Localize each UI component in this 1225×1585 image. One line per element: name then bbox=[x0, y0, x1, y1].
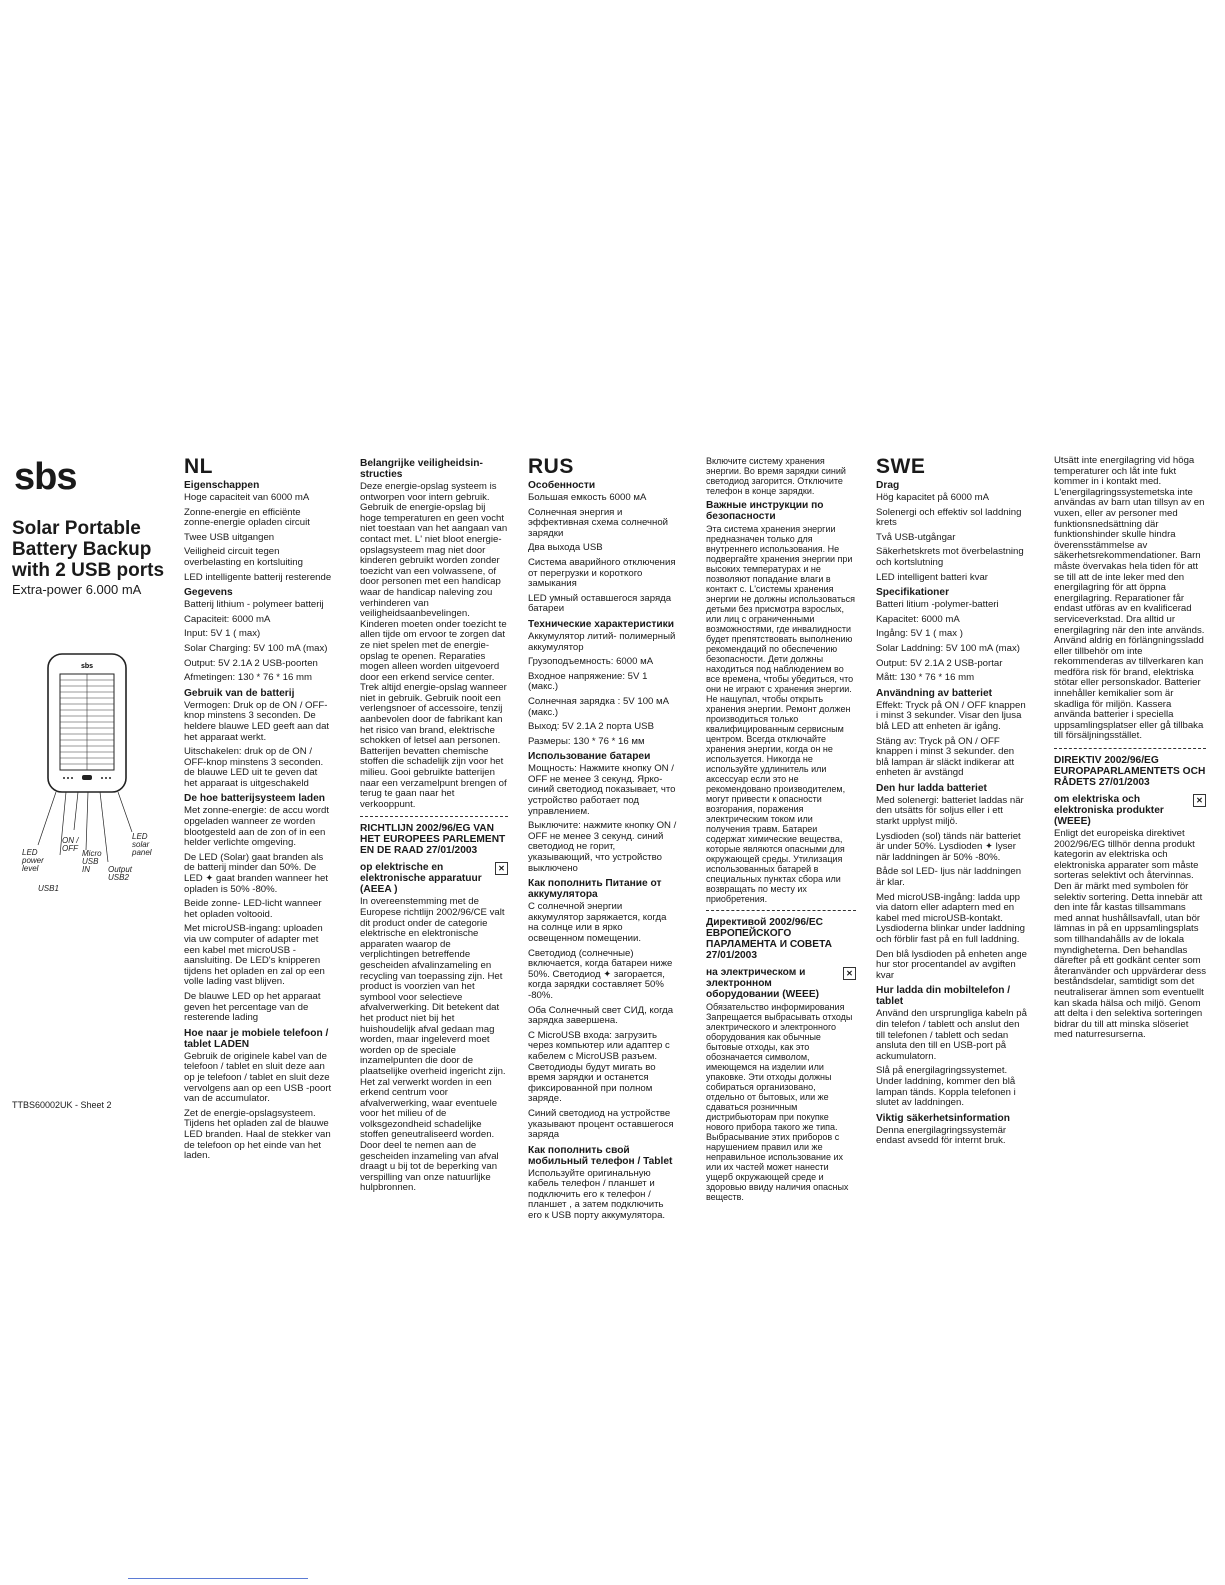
lang-heading: SWE bbox=[876, 455, 926, 478]
paragraph: Stäng av: Tryck på ON / OFF knappen i minst 3 sekunder. den blå lampan är släckt indikerar att enheten är avstängd bbox=[876, 735, 1015, 779]
paragraph: Beide zonne- LED-licht wanneer het opladen voltooid. bbox=[184, 898, 322, 920]
paragraph: Utsätt inte energilagring vid höga temperaturer och låt inte fukt kommer in i kontakt med. L'energilagringssystemetska inte användas av barn utan tillsyn av en vuxen, eller av personer med funktionsnedsättning där funktionshinder skulle hindra överensstämmelse av säkerhetsrekommendationer. Barn måste övervakas hela tiden för att se till att de inte leker med den energilagring för att öppna energilagring. Reparationer får endast utföras av en kvalificerad serviceverkstad. Dra alltid ur energilagring när den inte används. Använd aldrig en förlängningssladd eller tillbehör om inte rekommenderas av tillverkaren kan medföra risk för brand, elektriska stötar eller personskador. Batterier innehåller kemikalier som är skadliga för miljön. Kassera använda batterier i speciella uppsamlingsplatser eller gå tillbaka till försäljningsstället. bbox=[1054, 455, 1205, 742]
weee-heading: ✕ на электрическом и электронном оборудовании (WEEE) bbox=[706, 967, 856, 1000]
feature: Два выхода USB bbox=[528, 542, 603, 554]
device-logo: sbs bbox=[80, 663, 94, 670]
feature: Två USB-utgångar bbox=[876, 531, 956, 543]
spec: Грузоподъемность: 6000 мА bbox=[528, 656, 654, 668]
feature: Hoge capaciteit van 6000 mA bbox=[184, 492, 310, 503]
divider bbox=[360, 816, 508, 817]
paragraph: Met zonne-energie: de accu wordt opgeladen wanneer ze worden blootgesteld aan de zon of in een helder verlichte omgeving. bbox=[184, 805, 330, 849]
column-nl bbox=[184, 456, 332, 1166]
paragraph: De LED (Solar) gaat branden als de batterij minder dan 50%. De LED ✦ gaat branden wanneer het opladen is 50% -80%. bbox=[184, 851, 329, 895]
paragraph: Använd den ursprungliga kabeln på din telefon / tablett och anslut den till telefonen / tablett och sedan ansluta den till en USB-port på ackumulatorn. bbox=[876, 1008, 1027, 1062]
section-heading: Den hur ladda batteriet bbox=[876, 782, 987, 794]
title-line: Battery Backup bbox=[12, 539, 152, 560]
column-rus bbox=[528, 456, 678, 1226]
paragraph: Denna energilagringssystemär endast avsedd för internt bruk. bbox=[876, 1124, 1007, 1147]
paragraph: Den blå lysdioden på enheten ange hur stor procentandel av avgiften kvar bbox=[876, 948, 1027, 981]
section-heading: Технические характеристики bbox=[528, 618, 675, 630]
paragraph: Эта система хранения энергии предназначен только для внутреннего использования. Не подвергайте хранения энергии при высоких температурах и не позволяют попадание влаги в контакт с. L'системы хранения энергии не должны использоваться детьми без присмотра взрослых, или лиц с ограниченными возможностями, где инвалидности будет препятствовать выполнению рекомендаций по обеспечению безопасности. Дети должны находиться под наблюдением во все времена, чтобы убедиться, что они не играют с хранения энергии. Не нащупал, чтобы открыть хранения энергии. Ремонт должен производиться только квалифицированным сервисным центром. Всегда отключайте хранения энергии, когда он не используется. Никогда не используйте удлинитель или аксессуар если это не рекомендовано производителем, могут привести к опасности возгорания, поражения электрическим током или получения травм. Батареи содержат химические вещества, которые являются опасными для окружающей среды. Утилизация использованных батарей в специальных пунктах сбора или возвращать по месту их приобретения. bbox=[706, 524, 856, 904]
section-heading: Drag bbox=[876, 480, 900, 491]
directive-heading: RICHTLIJN 2002/96/EG VAN HET EUROPEES PARLEMENT EN DE RAAD 27/01/2003 bbox=[360, 823, 506, 857]
spec: Размеры: 130 * 76 * 16 мм bbox=[528, 735, 645, 747]
paragraph: Met microUSB-ingang: uploaden via uw computer of adapter met een kabel met microUSB -aansluiting. De LED's knipperen tijdens het opladen en zal op een volle lading vast blijven. bbox=[184, 923, 325, 988]
crossed-bin-icon: ✕ bbox=[843, 967, 856, 980]
paragraph: In overeenstemming met de Europese richtlijn 2002/96/CE valt dit product onder de categorie elektrische en elektronische apparaten waarop de verplichtingen betreffende gescheiden afvalinzameling en recycling van toepassing zijn. Het product is voorzien van het symbool voor selectieve afvalverwerking. Dit betekent dat het product niet bij het huishoudelijk afval gedaan mag worden, maar ingeleverd moet worden op de speciale inzamelpunten die door de plaatselijke overheid ingericht zijn. Het zal verwerkt worden in een erkend centrum voor afvalverwerking, waar eventuele voor het milieu of de volksgezondheid schadelijke stoffen geneutraliseerd worden. Door deel te nemen aan de gescheiden inzameling van afval draagt u bij tot de beperking van verspilling van onze natuurlijke hulpbronnen. bbox=[360, 896, 506, 1194]
product-subtitle: Extra-power 6.000 mA bbox=[12, 582, 142, 597]
feature: Большая емкость 6000 мА bbox=[528, 492, 647, 503]
section-heading: Как пополнить Питание от аккумулятора bbox=[528, 878, 662, 901]
spec: Capaciteit: 6000 mA bbox=[184, 613, 271, 625]
section-heading: Gegevens bbox=[184, 587, 233, 599]
spec: Batterij lithium - polymeer batterij bbox=[184, 599, 324, 611]
section-heading: Важные инструкции по безопасности bbox=[706, 500, 824, 522]
feature: Säkerhetskrets mot överbelastning och kortslutning bbox=[876, 546, 1024, 568]
feature: LED умный оставшегося заряда батареи bbox=[528, 592, 672, 615]
section-heading: Viktig säkerhetsinformation bbox=[876, 1112, 1010, 1124]
crossed-bin-icon: ✕ bbox=[1193, 794, 1206, 807]
paragraph: Deze energie-opslag systeem is ontworpen voor intern gebruik. Gebruik de energie-opslag bij hoge temperaturen en geen vocht niet toestaan van het aangaan van contact met. L' niet bloot energie-opslagsysteem mag niet door kinderen gebruikt worden zonder toezicht van een volwassene, of door personen met een handicap waar de handicap naleving zou verhinderen van veiligheidsaanbevelingen. Kinderen moeten onder toezicht te allen tijde om ervoor te zorgen dat ze niet spelen met de energie-opslag te openen. Reparaties mogen alleen worden uitgevoerd door een erkend service center. Trek altijd energie-opslag wanneer niet in gebruik. Gebruik nooit een verlengsnoer of accessoire, tenzij aanbevolen door de fabrikant kan het risico van brand, elektrische schokken of letsel aan personen. Batterijen bevatten chemische stoffen die schadelijk zijn voor het milieu. Gooi gebruikte batterijen naar een verzamelpunt brengen of terug te gaan naar het verkooppunt. bbox=[360, 481, 508, 810]
paragraph: Обязательство информирования Запрещается выбрасывать отходы электрического и электронного оборудования как обычные бытовые отходы, как это обозначается символом, имеющемся на изделии или упаковке. Эти отходы должны собираться организовано, отдельно от бытовых, или же сдаваться розничным дистрибьюторам при покупке нового прибора такого же типа. Выбрасывание этих приборов с нарушением правил или же неправильное использование их или их частей может нанести ущерб окружающей среде и здоровью ввиду наличия опасных веществ. bbox=[706, 1002, 853, 1202]
paragraph: Мощность: Нажмите кнопку ON / OFF не менее 3 секунд. Ярко-синий светодиод показывает, что устройство работает под управлением. bbox=[528, 763, 676, 817]
section-heading: Особенности bbox=[528, 480, 596, 491]
section-heading: Как пополнить свой мобильный телефон / Tablet bbox=[528, 1144, 673, 1167]
column-swe-2 bbox=[1054, 456, 1206, 1045]
bottom-rule bbox=[128, 1578, 308, 1579]
feature: Система аварийного отключения от перегрузки и короткого замыкания bbox=[528, 556, 676, 590]
spec: Afmetingen: 130 * 76 * 16 mm bbox=[184, 672, 312, 684]
column-rus-2 bbox=[706, 456, 856, 1206]
lang-heading: NL bbox=[184, 455, 213, 478]
paragraph: Светодиод (солнечные) включается, когда батареи ниже 50%. Светодиод ✦ загорается, когда зарядки составляет 50% -80%. bbox=[528, 947, 673, 1001]
column-nl-2 bbox=[360, 456, 508, 1198]
feature: Veiligheid circuit tegen overbelasting en kortsluiting bbox=[184, 546, 303, 568]
label-output: Output USB2 bbox=[108, 865, 133, 882]
lang-heading: RUS bbox=[528, 455, 574, 478]
paragraph: Используйте оригинальную кабель телефон / планшет и подключить его к телефон / планшет , а затем подключить его к USB порту аккумулятора. bbox=[528, 1167, 666, 1222]
label-micro-usb: Micro USB IN bbox=[82, 849, 102, 874]
spec: Аккумулятор литий- полимерный аккумулятор bbox=[528, 630, 676, 653]
section-heading: De hoe batterijsysteem laden bbox=[184, 793, 325, 805]
paragraph: Включите систему хранения энергии. Во время зарядки синий светодиод загорится. Отключите телефон в конце зарядки. bbox=[706, 456, 846, 496]
paragraph: Uitschakelen: druk op de ON / OFF-knop minstens 3 seconden. de blauwe LED uit te geven dat het apparaat is uitgeschakeld bbox=[184, 746, 324, 789]
label-usb1: USB1 bbox=[38, 884, 59, 893]
spec: Солнечная зарядка : 5V 100 мА (макс.) bbox=[528, 695, 670, 718]
feature: LED intelligent batteri kvar bbox=[876, 571, 988, 583]
section-heading: Eigenschappen bbox=[184, 480, 260, 491]
device-diagram bbox=[20, 650, 170, 900]
product-title bbox=[12, 518, 164, 581]
section-heading: Användning av batteriet bbox=[876, 687, 993, 699]
section-heading: Hur ladda din mobiltelefon / tablet bbox=[876, 985, 1011, 1008]
section-heading: Belangrijke veiligheidsin- structies bbox=[360, 458, 483, 480]
label-led-solar: LED solar panel bbox=[132, 832, 152, 857]
paragraph: Синий светодиод на устройстве указывают процент оставшегося заряда bbox=[528, 1107, 674, 1141]
title-line: Solar Portable bbox=[12, 518, 141, 539]
label-led-power: LED power level bbox=[22, 848, 44, 873]
directive-heading: Директивой 2002/96/ЕС ЕВРОПЕЙСКОГО ПАРЛАМЕНТА И СОВЕТА 27/01/2003 bbox=[706, 917, 833, 961]
section-heading: Использование батареи bbox=[528, 751, 651, 763]
directive-heading: DIREKTIV 2002/96/EG EUROPAPARLAMENTETS OCH RÅDETS 27/01/2003 bbox=[1054, 755, 1206, 789]
title-line: with 2 USB ports bbox=[12, 560, 165, 581]
spec: Output: 5V 2.1A 2 USB-portar bbox=[876, 657, 1003, 669]
on-off-button bbox=[82, 775, 92, 780]
weee-heading: ✕ om elektriska och elektroniska produkter (WEEE) bbox=[1054, 794, 1206, 827]
spec: Solar Charging: 5V 100 mA (max) bbox=[184, 642, 328, 654]
spec: Solar Laddning: 5V 100 mA (max) bbox=[876, 642, 1020, 654]
paragraph: Lysdioden (sol) tänds när batteriet är under 50%. Lysdioden ✦ lyser när laddningen är 50% -80%. bbox=[876, 830, 1021, 863]
paragraph: С MicroUSB входа: загрузить через компьютер или адаптер с кабелем с MicroUSB разъем. Светодиоды будут мигать во время зарядки и останется фиксированной при полном заряде. bbox=[528, 1029, 670, 1105]
spec: Ingång: 5V 1 ( max ) bbox=[876, 628, 963, 640]
paragraph: De blauwe LED op het apparaat geven het percentage van de resterende lading bbox=[184, 990, 321, 1024]
spec: Входное напряжение: 5V 1 (макс.) bbox=[528, 670, 648, 693]
paragraph: С солнечной энергии аккумулятор заряжается, когда на солнце или в ярко освещенном помещении. bbox=[528, 901, 667, 944]
feature: LED intelligente batterij resterende bbox=[184, 571, 332, 583]
paragraph: Выключите: нажмите кнопку ON / OFF не менее 3 секунд. синий светодиод не горит, указывающий, что устройство выключено bbox=[528, 820, 677, 874]
spec: Mått: 130 * 76 * 16 mm bbox=[876, 672, 975, 684]
feature: Hög kapacitet på 6000 mA bbox=[876, 492, 990, 503]
paragraph: Effekt: Tryck på ON / OFF knappen i minst 3 sekunder. Visar den ljusa blå LED att enheten är igång. bbox=[876, 699, 1026, 732]
crossed-bin-icon: ✕ bbox=[495, 862, 508, 875]
label-on-off: ON / OFF bbox=[62, 836, 79, 853]
section-heading: Gebruik van de batterij bbox=[184, 687, 295, 699]
column-swe bbox=[876, 456, 1028, 1151]
feature: Twee USB uitgangen bbox=[184, 531, 275, 543]
spec: Kapacitet: 6000 mA bbox=[876, 613, 960, 625]
divider bbox=[1054, 748, 1206, 749]
paragraph: Med microUSB-ingång: ladda upp via datorn eller adaptern med en kabel med microUSB-kontakt. Lysdioderna blinkar under laddning och förblir fast på en full laddning. bbox=[876, 891, 1025, 945]
paragraph: Enligt det europeiska direktivet 2002/96/EG tillhör denna produkt kategorin av elektriska och elektroniska apparater som måste sorteras selektivt och återvinnas. Den är märkt med symbolen för selektiv sortering. Detta innebär att den inte får kastas tillsammans med annat hushållsavfall, utan bör lämnas in på en uppsamlingsplats som tillhandahålls av de lokala myndigheterna. Den behandlas därefter på ett godkänt center som återanvänder och uppvärderar dess beståndsdelar, samtidigt som det neutraliserar ämnen som eventuellt kan skada hälsa och miljö. Genom att delta i den selektiva sorteringen bidrar du till att minska slöseriet med naturresurserna. bbox=[1054, 828, 1206, 1041]
paragraph: Оба Солнечный свет СИД, когда зарядка завершена. bbox=[528, 1004, 674, 1027]
feature: Zonne-energie en efficiënte zonne-energie opladen circuit bbox=[184, 506, 310, 529]
section-heading: Hoe naar je mobiele telefoon / tablet LADEN bbox=[184, 1027, 329, 1050]
paragraph: Zet de energie-opslagsysteem. Tijdens het opladen zal de blauwe LED branden. Haal de stekker van de telefoon op het einde van het laden. bbox=[184, 1107, 331, 1162]
paragraph: Med solenergi: batteriet laddas när den utsätts för soljus eller i ett starkt upplyst miljö. bbox=[876, 794, 1024, 828]
spec: Output: 5V 2.1A 2 USB-poorten bbox=[184, 657, 318, 669]
divider bbox=[706, 910, 856, 911]
paragraph: Vermogen: Druk op de ON / OFF-knop minstens 3 seconden. De heldere blauwe LED geeft aan dat het apparaat werkt. bbox=[184, 699, 330, 743]
spec: Выход: 5V 2.1A 2 порта USB bbox=[528, 721, 654, 733]
brand-logo: sbs bbox=[14, 456, 77, 498]
paragraph: Slå på energilagringssystemet. Under laddning, kommer den blå lampan tänds. Koppla telefonen i slutet av laddningen. bbox=[876, 1065, 1016, 1109]
feature: Solenergi och effektiv sol laddning krets bbox=[876, 506, 1022, 529]
spec: Input: 5V 1 ( max) bbox=[184, 628, 261, 640]
paragraph: Både sol LED- ljus när laddningen är klar. bbox=[876, 866, 1022, 889]
paragraph: Gebruik de originele kabel van de telefoon / tablet en sluit deze aan op je telefoon / tablet en sluit deze vervolgens aan op een USB -poort van de accumulator. bbox=[184, 1050, 332, 1105]
section-heading: Specifikationer bbox=[876, 587, 950, 599]
weee-heading: ✕ op elektrische en elektronische apparatuur (AEEA ) bbox=[360, 862, 508, 895]
feature: Солнечная энергия и эффективная схема солнечной зарядки bbox=[528, 506, 669, 539]
spec: Batteri litium -polymer-batteri bbox=[876, 599, 999, 611]
sheet-number: TTBS60002UK - Sheet 2 bbox=[12, 1100, 112, 1110]
